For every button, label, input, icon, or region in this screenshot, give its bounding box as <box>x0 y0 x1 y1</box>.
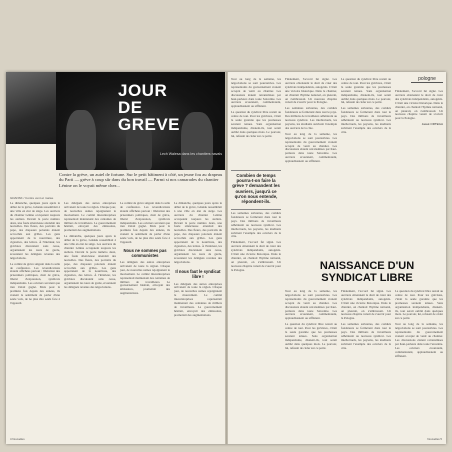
paragraph: Les délégués des autres entreprises arrivaient de toute la région. Chaque jour, de nouvelles usines rejoignaient le mouvement. Le comité interentreprises représentait maintenant des centaines de milliers de travailleurs. Le gouvernement hésitait, envoyait des émissaires, promettait des augmentations. <box>174 281 222 317</box>
right-column-1b <box>231 212 281 434</box>
paragraph: Les semaines suivantes, des comités fondateurs se formèrent dans tout le pays. Des millions de travailleurs adhérèrent au nouveau syndicat. Les intellectuels, les paysans, les étudiants suivirent l'exemple des ouvriers de la côte. <box>341 322 391 350</box>
right-column-2 <box>285 78 337 254</box>
headline-photo <box>56 72 226 170</box>
paragraph: Les délégués des autres entreprises arrivaient de toute la région. Chaque jour, de nouvelles usines rejoignaient le mouvement. Le comité interentreprises représentait maintenant des centaines de milliers de travailleurs. Le gouvernement hésitait, envoyait des émissaires, promettait des augmentations. <box>120 259 170 296</box>
paragraph: Tout au long de la semaine, les négociations se sont poursuivies. Les représentants du gouvernement avaient accepté de venir au chantier. Les discussions étaient retransmises par haut-parleurs dans toute l'enceinte. Les ouvriers écoutaient, commentaient, applaudissaient ou sifflaient. <box>285 290 337 321</box>
right-column-6 <box>341 290 391 434</box>
article-headline: NAISSANCE D'UN SYNDICAT LIBRE <box>319 260 415 284</box>
paragraph: Le dimanche, quelques jours après le début de la grève, Gdansk ressemblait à une ville en état de siège. Les ouvriers du chantier Lénine occupaient toujours les ateliers. Devant la porte numéro deux, une foule silencieuse attendait des nouvelles. Des fleurs, des portraits du pape, des drapeaux polonais étaient accrochés aux grilles. Les gens apportaient de la nourriture, des cigarettes, des lettres. À l'intérieur, les grévistes discutaient sans cesse, organisaient les tours de garde, écoutaient les délégués revenus des négociations. <box>64 234 116 290</box>
paragraph: Tout au long de la semaine, les négociations se sont poursuivies. Les représentants du gouvernement avaient accepté de venir au chantier. Les discussions étaient retransmises par haut-parleurs dans toute l'enceinte. Les ouvriers écoutaient, commentaient, applaudissaient ou sifflaient. <box>285 131 337 164</box>
paragraph: Le dimanche, quelques jours après le début de la grève, Gdansk ressemblait à une ville en état de siège. Les ouvriers du chantier Lénine occupaient toujours les ateliers. Devant la porte numéro deux, une foule silencieuse attendait des nouvelles. Des fleurs, des portraits du pape, des drapeaux polonais étaient accrochés aux grilles. Les gens apportaient de la nourriture, des cigarettes, des lettres. À l'intérieur, les grévistes discutaient sans cesse, organisaient les tours de garde, écoutaient les délégués revenus des négociations. <box>10 202 60 260</box>
photo-figure-left <box>66 110 96 170</box>
pullquote-rule-top <box>231 170 281 171</box>
pullquote-box <box>231 173 281 207</box>
folio-right: Nouvelles 5 <box>427 437 442 441</box>
paragraph: La question du syndicat libre restait au centre de tout. Pour les grévistes, c'était la seule garantie que les promesses seraient tenues. Sans organisation indépendante, disaient-ils, tout serait oublié dans quelques mois. Le pouvoir, lui, refusait de céder sur ce point. <box>231 110 281 138</box>
paragraph: Finalement, l'accord fut signé. Les ouvriers obtenaient le droit de créer des syndicats indépendants, autogérés. C'était une victoire historique. Dans le chantier, on chantait l'hymne national, on pleurait, on s'embrassait. Un nouveau chapitre venait de s'ouvrir pour la Pologne. <box>341 290 391 321</box>
paragraph: La question du syndicat libre restait au centre de tout. Pour les grévistes, c'était la seule garantie que les promesses seraient tenues. Sans organisation indépendante, disaient-ils, tout serait oublié dans quelques mois. Le pouvoir, lui, refusait de céder sur ce point. <box>395 290 443 321</box>
right-page <box>227 72 446 444</box>
byline: GDANSK / Contre vent et marée <box>10 196 54 200</box>
left-column-1 <box>10 202 60 434</box>
lede: Contre la grève, un autel de fortune. Sur le petit bâtiment à côté, un jeune fou au drapeau du Parti — grève à coup sûr dans du bon travail — Parmi si nos camarades du chantier Lénine on le voyait même chez... <box>59 172 223 188</box>
headline: JOUR DE GREVE <box>118 81 181 134</box>
paragraph: Les semaines suivantes, des comités fondateurs se formèrent dans tout le pays. Des millions de travailleurs adhérèrent au nouveau syndicat. Les intellectuels, les paysans, les étudiants suivirent l'exemple des ouvriers de la côte. <box>285 106 337 130</box>
magazine-spread <box>6 72 446 444</box>
signature: Jacek ORTEGA <box>421 122 443 127</box>
section-label: pologne <box>411 76 443 83</box>
right-column-5 <box>285 290 337 434</box>
left-column-3 <box>120 202 170 434</box>
paragraph: Le dimanche, quelques jours après le début de la grève, Gdansk ressemblait à une ville en état de siège. Les ouvriers du chantier Lénine occupaient toujours les ateliers. Devant la porte numéro deux, une foule silencieuse attendait des nouvelles. Des fleurs, des portraits du pape, des drapeaux polonais étaient accrochés aux grilles. Les gens apportaient de la nourriture, des cigarettes, des lettres. À l'intérieur, les grévistes discutaient sans cesse, organisaient les tours de garde, écoutaient les délégués revenus des négociations. <box>174 202 222 264</box>
left-column-4 <box>174 202 222 434</box>
paragraph: Finalement, l'accord fut signé. Les ouvriers obtenaient le droit de créer des syndicats indépendants, autogérés. C'était une victoire historique. Dans le chantier, on chantait l'hymne national, on pleurait, on s'embrassait. Un nouveau chapitre venait de s'ouvrir pour la Pologne. <box>285 78 337 105</box>
paragraph: La question du syndicat libre restait au centre de tout. Pour les grévistes, c'était la seule garantie que les promesses seraient tenues. Sans organisation indépendante, disaient-ils, tout serait oublié dans quelques mois. Le pouvoir, lui, refusait de céder sur ce point. <box>341 78 391 105</box>
subhead: Il nous faut le syndicat libre ! <box>175 268 221 279</box>
subhead: Nous ne sommes pas communistes <box>123 247 167 258</box>
right-column-7 <box>395 290 443 434</box>
left-column-2 <box>64 202 116 434</box>
pullquote: Combien de temps pourra-t-on faire la grève ? demandent les ouvriers, jusqu'à ce qu'on nous entende, répondent-ils. <box>232 173 280 205</box>
right-column-1 <box>231 78 281 168</box>
folio-left: 4 Nouvelles <box>10 437 25 441</box>
paragraph: Tout au long de la semaine, les négociations se sont poursuivies. Les représentants du gouvernement avaient accepté de venir au chantier. Les discussions étaient retransmises par haut-parleurs dans toute l'enceinte. Les ouvriers écoutaient, commentaient, applaudissaient ou sifflaient. <box>231 78 281 109</box>
paragraph: Tout au long de la semaine, les négociations se sont poursuivies. Les représentants du gouvernement avaient accepté de venir au chantier. Les discussions étaient retransmises par haut-parleurs dans toute l'enceinte. Les ouvriers écoutaient, commentaient, applaudissaient ou sifflaient. <box>395 322 443 358</box>
side-photo <box>6 72 56 144</box>
pullquote-rule-bottom <box>231 209 281 210</box>
paragraph: Les semaines suivantes, des comités fondateurs se formèrent dans tout le pays. Des millions de travailleurs adhérèrent au nouveau syndicat. Les intellectuels, les paysans, les étudiants suivirent l'exemple des ouvriers de la côte. <box>341 106 391 134</box>
paragraph: La question du syndicat libre restait au centre de tout. Pour les grévistes, c'était la seule garantie que les promesses seraient tenues. Sans organisation indépendante, disaient-ils, tout serait oublié dans quelques mois. Le pouvoir, lui, refusait de céder sur ce point. <box>285 322 337 350</box>
paragraph: Le comité de grève siégeait dans la salle de conférence. Les revendications étaient affichées partout : libération des prisonniers politiques, droit de grève, liberté d'expression, syndicats indépendants. Les ouvriers savaient que rien n'était gagné. Mais pour la première fois depuis des années, ils avaient le sentiment de parler d'une seule voix, de ne plus être seuls face à l'appareil. <box>10 261 60 305</box>
paragraph: Le comité de grève siégeait dans la salle de conférence. Les revendications étaient affichées partout : libération des prisonniers politiques, droit de grève, liberté d'expression, syndicats indépendants. Les ouvriers savaient que rien n'était gagné. Mais pour la première fois depuis des années, ils avaient le sentiment de parler d'une seule voix, de ne plus être seuls face à l'appareil. <box>120 202 170 245</box>
left-page <box>6 72 226 444</box>
paragraph: Finalement, l'accord fut signé. Les ouvriers obtenaient le droit de créer des syndicats indépendants, autogérés. C'était une victoire historique. Dans le chantier, on chantait l'hymne national, on pleurait, on s'embrassait. Un nouveau chapitre venait de s'ouvrir pour la Pologne. <box>231 240 281 272</box>
photo-figure-right <box>181 112 213 170</box>
paragraph: Les semaines suivantes, des comités fondateurs se formèrent dans tout le pays. Des millions de travailleurs adhérèrent au nouveau syndicat. Les intellectuels, les paysans, les étudiants suivirent l'exemple des ouvriers de la côte. <box>231 212 281 239</box>
paragraph: Finalement, l'accord fut signé. Les ouvriers obtenaient le droit de créer des syndicats indépendants, autogérés. C'était une victoire historique. Dans le chantier, on chantait l'hymne national, on pleurait, on s'embrassait. Un nouveau chapitre venait de s'ouvrir pour la Pologne. <box>395 90 443 121</box>
right-column-3 <box>341 78 391 254</box>
photo-caption: Lech Walesa dans les chantiers navals <box>160 152 222 156</box>
right-column-4 <box>395 90 443 146</box>
paragraph: Les délégués des autres entreprises arrivaient de toute la région. Chaque jour, de nouvelles usines rejoignaient le mouvement. Le comité interentreprises représentait maintenant des centaines de milliers de travailleurs. Le gouvernement hésitait, envoyait des émissaires, promettait des augmentations. <box>64 202 116 233</box>
